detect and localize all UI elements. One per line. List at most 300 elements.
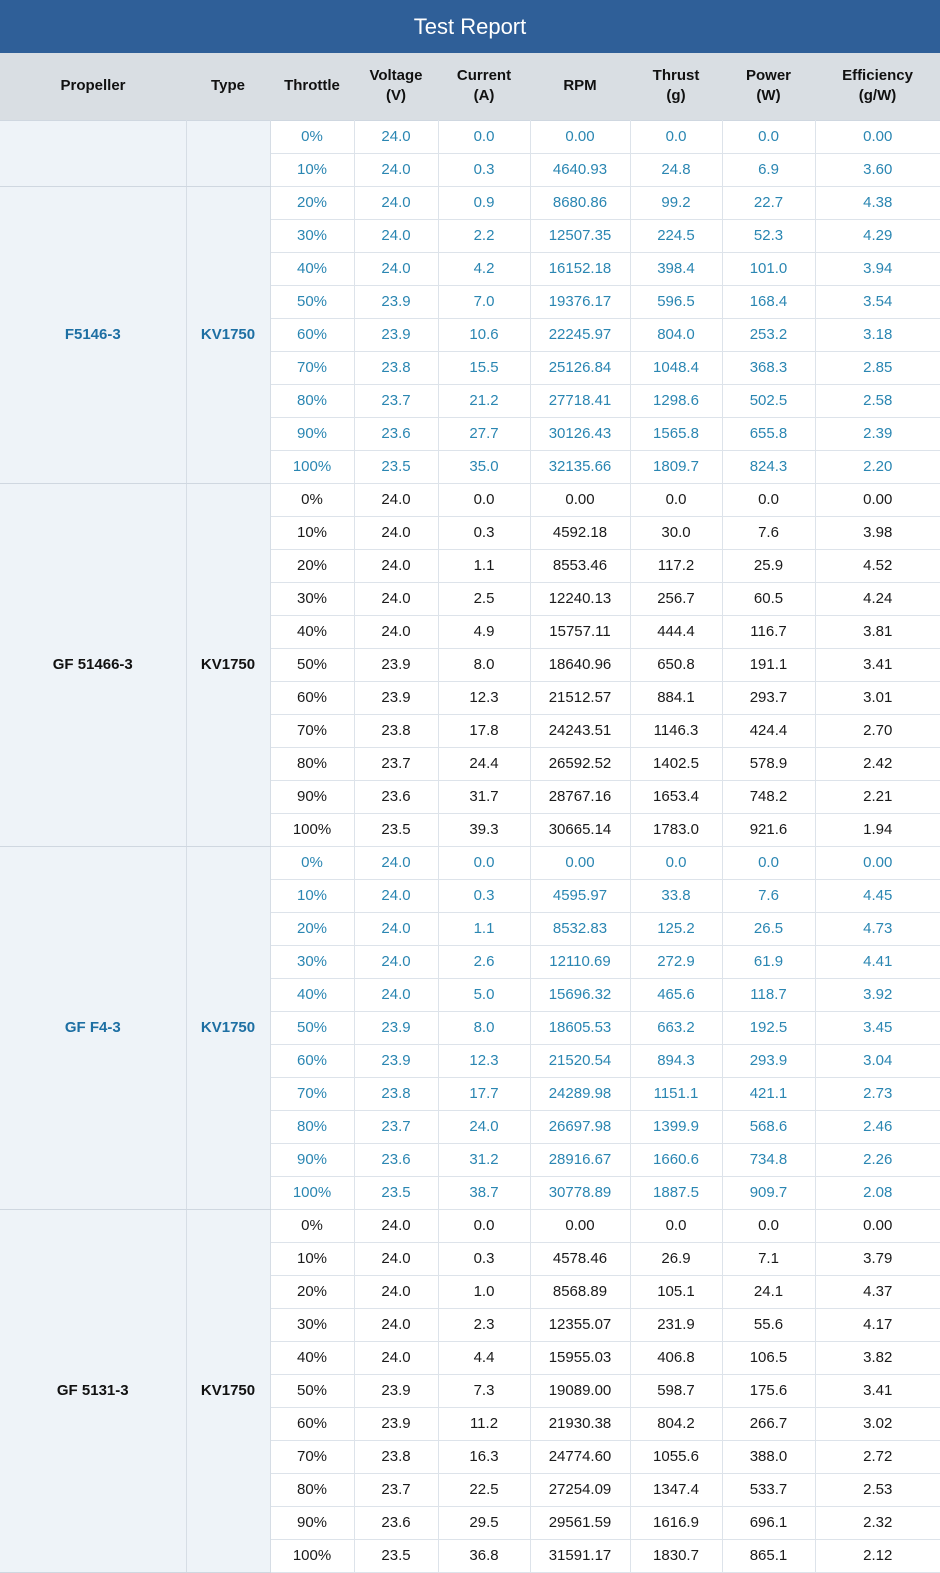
throttle-cell: 40% (270, 978, 354, 1011)
power-cell: 24.1 (722, 1275, 815, 1308)
voltage-cell: 24.0 (354, 912, 438, 945)
throttle-cell: 30% (270, 582, 354, 615)
power-cell: 6.9 (722, 153, 815, 186)
thrust-cell: 650.8 (630, 648, 722, 681)
power-cell: 266.7 (722, 1407, 815, 1440)
voltage-cell: 23.7 (354, 1473, 438, 1506)
thrust-cell: 117.2 (630, 549, 722, 582)
propeller-cell: GF 51466-3 (0, 483, 186, 846)
current-cell: 2.2 (438, 219, 530, 252)
throttle-cell: 90% (270, 417, 354, 450)
current-cell: 16.3 (438, 1440, 530, 1473)
voltage-cell: 24.0 (354, 549, 438, 582)
throttle-cell: 30% (270, 945, 354, 978)
type-cell: KV1750 (186, 186, 270, 483)
rpm-cell: 24774.60 (530, 1440, 630, 1473)
voltage-cell: 23.9 (354, 285, 438, 318)
power-cell: 696.1 (722, 1506, 815, 1539)
current-cell: 4.9 (438, 615, 530, 648)
voltage-cell: 24.0 (354, 516, 438, 549)
column-header-voltage: Voltage (V) (369, 67, 423, 105)
power-cell: 175.6 (722, 1374, 815, 1407)
throttle-cell: 100% (270, 813, 354, 846)
efficiency-cell: 2.42 (815, 747, 940, 780)
efficiency-cell: 4.24 (815, 582, 940, 615)
current-cell: 8.0 (438, 648, 530, 681)
throttle-cell: 100% (270, 1539, 354, 1572)
report-title: Test Report (413, 13, 527, 39)
rpm-cell: 21520.54 (530, 1044, 630, 1077)
voltage-cell: 24.0 (354, 483, 438, 516)
efficiency-cell: 3.01 (815, 681, 940, 714)
throttle-cell: 20% (270, 549, 354, 582)
rpm-cell: 18605.53 (530, 1011, 630, 1044)
rpm-cell: 8553.46 (530, 549, 630, 582)
rpm-cell: 0.00 (530, 1209, 630, 1242)
throttle-cell: 90% (270, 1506, 354, 1539)
efficiency-cell: 3.82 (815, 1341, 940, 1374)
throttle-cell: 10% (270, 516, 354, 549)
thrust-cell: 1653.4 (630, 780, 722, 813)
voltage-cell: 23.9 (354, 1407, 438, 1440)
propeller-cell: GF 5131-3 (0, 1209, 186, 1572)
power-cell: 25.9 (722, 549, 815, 582)
efficiency-cell: 2.85 (815, 351, 940, 384)
power-cell: 921.6 (722, 813, 815, 846)
efficiency-cell: 3.18 (815, 318, 940, 351)
current-cell: 0.9 (438, 186, 530, 219)
thrust-cell: 465.6 (630, 978, 722, 1011)
table-row (0, 483, 940, 516)
throttle-cell: 50% (270, 1374, 354, 1407)
rpm-cell: 12507.35 (530, 219, 630, 252)
rpm-cell: 24289.98 (530, 1077, 630, 1110)
current-cell: 0.0 (438, 1209, 530, 1242)
efficiency-cell: 2.32 (815, 1506, 940, 1539)
thrust-cell: 30.0 (630, 516, 722, 549)
power-cell: 421.1 (722, 1077, 815, 1110)
power-cell: 116.7 (722, 615, 815, 648)
efficiency-cell: 3.54 (815, 285, 940, 318)
type-cell (186, 120, 270, 186)
current-cell: 0.3 (438, 516, 530, 549)
thrust-cell: 1298.6 (630, 384, 722, 417)
rpm-cell: 8532.83 (530, 912, 630, 945)
throttle-cell: 60% (270, 1407, 354, 1440)
thrust-cell: 0.0 (630, 483, 722, 516)
current-cell: 0.3 (438, 1242, 530, 1275)
rpm-cell: 19376.17 (530, 285, 630, 318)
current-cell: 2.6 (438, 945, 530, 978)
voltage-cell: 23.7 (354, 384, 438, 417)
thrust-cell: 1887.5 (630, 1176, 722, 1209)
throttle-cell: 0% (270, 846, 354, 879)
rpm-cell: 25126.84 (530, 351, 630, 384)
thrust-cell: 1402.5 (630, 747, 722, 780)
throttle-cell: 70% (270, 1077, 354, 1110)
thrust-cell: 1146.3 (630, 714, 722, 747)
rpm-cell: 4595.97 (530, 879, 630, 912)
efficiency-cell: 4.45 (815, 879, 940, 912)
throttle-cell: 80% (270, 747, 354, 780)
rpm-cell: 15696.32 (530, 978, 630, 1011)
current-cell: 5.0 (438, 978, 530, 1011)
voltage-cell: 23.6 (354, 1143, 438, 1176)
thrust-cell: 231.9 (630, 1308, 722, 1341)
column-header-throttle: Throttle (284, 77, 340, 95)
rpm-cell: 4640.93 (530, 153, 630, 186)
efficiency-cell: 0.00 (815, 483, 940, 516)
voltage-cell: 23.5 (354, 450, 438, 483)
voltage-cell: 23.9 (354, 1374, 438, 1407)
voltage-cell: 24.0 (354, 1242, 438, 1275)
current-cell: 1.0 (438, 1275, 530, 1308)
efficiency-cell: 4.17 (815, 1308, 940, 1341)
efficiency-cell: 2.21 (815, 780, 940, 813)
rpm-cell: 22245.97 (530, 318, 630, 351)
rpm-cell: 30126.43 (530, 417, 630, 450)
voltage-cell: 24.0 (354, 846, 438, 879)
voltage-cell: 23.8 (354, 1077, 438, 1110)
current-cell: 21.2 (438, 384, 530, 417)
throttle-cell: 0% (270, 1209, 354, 1242)
report-title-bar (0, 0, 940, 53)
throttle-cell: 80% (270, 1110, 354, 1143)
power-cell: 106.5 (722, 1341, 815, 1374)
rpm-cell: 16152.18 (530, 252, 630, 285)
thrust-cell: 1616.9 (630, 1506, 722, 1539)
throttle-cell: 10% (270, 1242, 354, 1275)
thrust-cell: 1830.7 (630, 1539, 722, 1572)
thrust-cell: 0.0 (630, 846, 722, 879)
rpm-cell: 0.00 (530, 483, 630, 516)
voltage-cell: 23.5 (354, 813, 438, 846)
table-row (0, 846, 940, 879)
rpm-cell: 26592.52 (530, 747, 630, 780)
power-cell: 0.0 (722, 1209, 815, 1242)
voltage-cell: 23.7 (354, 1110, 438, 1143)
thrust-cell: 444.4 (630, 615, 722, 648)
efficiency-cell: 2.46 (815, 1110, 940, 1143)
test-report-table (0, 53, 940, 1573)
power-cell: 118.7 (722, 978, 815, 1011)
current-cell: 4.2 (438, 252, 530, 285)
efficiency-cell: 2.39 (815, 417, 940, 450)
power-cell: 191.1 (722, 648, 815, 681)
current-cell: 29.5 (438, 1506, 530, 1539)
current-cell: 17.8 (438, 714, 530, 747)
power-cell: 55.6 (722, 1308, 815, 1341)
thrust-cell: 1660.6 (630, 1143, 722, 1176)
propeller-cell: GF F4-3 (0, 846, 186, 1209)
rpm-cell: 28916.67 (530, 1143, 630, 1176)
current-cell: 12.3 (438, 1044, 530, 1077)
power-cell: 293.7 (722, 681, 815, 714)
efficiency-cell: 3.98 (815, 516, 940, 549)
column-header-type: Type (211, 77, 245, 95)
throttle-cell: 60% (270, 681, 354, 714)
power-cell: 0.0 (722, 483, 815, 516)
rpm-cell: 15757.11 (530, 615, 630, 648)
voltage-cell: 23.9 (354, 1044, 438, 1077)
propeller-cell: F5146-3 (0, 186, 186, 483)
throttle-cell: 90% (270, 780, 354, 813)
current-cell: 22.5 (438, 1473, 530, 1506)
voltage-cell: 24.0 (354, 1308, 438, 1341)
power-cell: 101.0 (722, 252, 815, 285)
voltage-cell: 23.8 (354, 714, 438, 747)
current-cell: 15.5 (438, 351, 530, 384)
efficiency-cell: 2.72 (815, 1440, 940, 1473)
header-row (0, 53, 940, 120)
voltage-cell: 23.5 (354, 1176, 438, 1209)
power-cell: 578.9 (722, 747, 815, 780)
voltage-cell: 24.0 (354, 879, 438, 912)
throttle-cell: 30% (270, 1308, 354, 1341)
voltage-cell: 23.8 (354, 351, 438, 384)
current-cell: 27.7 (438, 417, 530, 450)
rpm-cell: 12240.13 (530, 582, 630, 615)
current-cell: 0.0 (438, 846, 530, 879)
throttle-cell: 60% (270, 1044, 354, 1077)
current-cell: 12.3 (438, 681, 530, 714)
rpm-cell: 31591.17 (530, 1539, 630, 1572)
thrust-cell: 272.9 (630, 945, 722, 978)
efficiency-cell: 0.00 (815, 1209, 940, 1242)
throttle-cell: 80% (270, 1473, 354, 1506)
voltage-cell: 23.8 (354, 1440, 438, 1473)
throttle-cell: 50% (270, 1011, 354, 1044)
throttle-cell: 20% (270, 912, 354, 945)
power-cell: 192.5 (722, 1011, 815, 1044)
rpm-cell: 0.00 (530, 846, 630, 879)
table-body (0, 120, 940, 1572)
column-header-rpm: RPM (563, 77, 597, 95)
efficiency-cell: 4.37 (815, 1275, 940, 1308)
table-row (0, 120, 940, 153)
power-cell: 293.9 (722, 1044, 815, 1077)
efficiency-cell: 3.41 (815, 1374, 940, 1407)
efficiency-cell: 2.53 (815, 1473, 940, 1506)
voltage-cell: 23.7 (354, 747, 438, 780)
power-cell: 748.2 (722, 780, 815, 813)
thrust-cell: 406.8 (630, 1341, 722, 1374)
power-cell: 368.3 (722, 351, 815, 384)
throttle-cell: 30% (270, 219, 354, 252)
efficiency-cell: 2.26 (815, 1143, 940, 1176)
rpm-cell: 30665.14 (530, 813, 630, 846)
efficiency-cell: 0.00 (815, 846, 940, 879)
current-cell: 4.4 (438, 1341, 530, 1374)
rpm-cell: 29561.59 (530, 1506, 630, 1539)
thrust-cell: 256.7 (630, 582, 722, 615)
rpm-cell: 18640.96 (530, 648, 630, 681)
efficiency-cell: 2.58 (815, 384, 940, 417)
thrust-cell: 1151.1 (630, 1077, 722, 1110)
throttle-cell: 90% (270, 1143, 354, 1176)
rpm-cell: 8568.89 (530, 1275, 630, 1308)
throttle-cell: 70% (270, 714, 354, 747)
rpm-cell: 4592.18 (530, 516, 630, 549)
efficiency-cell: 2.73 (815, 1077, 940, 1110)
rpm-cell: 21930.38 (530, 1407, 630, 1440)
thrust-cell: 1048.4 (630, 351, 722, 384)
voltage-cell: 23.5 (354, 1539, 438, 1572)
efficiency-cell: 0.00 (815, 120, 940, 153)
rpm-cell: 15955.03 (530, 1341, 630, 1374)
efficiency-cell: 3.79 (815, 1242, 940, 1275)
current-cell: 0.3 (438, 879, 530, 912)
rpm-cell: 4578.46 (530, 1242, 630, 1275)
rpm-cell: 21512.57 (530, 681, 630, 714)
power-cell: 26.5 (722, 912, 815, 945)
throttle-cell: 70% (270, 1440, 354, 1473)
power-cell: 61.9 (722, 945, 815, 978)
thrust-cell: 1783.0 (630, 813, 722, 846)
table-header (0, 53, 940, 120)
current-cell: 17.7 (438, 1077, 530, 1110)
power-cell: 0.0 (722, 120, 815, 153)
efficiency-cell: 2.20 (815, 450, 940, 483)
current-cell: 36.8 (438, 1539, 530, 1572)
efficiency-cell: 1.94 (815, 813, 940, 846)
throttle-cell: 40% (270, 1341, 354, 1374)
power-cell: 7.6 (722, 879, 815, 912)
voltage-cell: 24.0 (354, 120, 438, 153)
thrust-cell: 125.2 (630, 912, 722, 945)
rpm-cell: 32135.66 (530, 450, 630, 483)
voltage-cell: 24.0 (354, 615, 438, 648)
power-cell: 824.3 (722, 450, 815, 483)
voltage-cell: 23.6 (354, 780, 438, 813)
column-header-current: Current (A) (456, 67, 512, 105)
current-cell: 35.0 (438, 450, 530, 483)
type-cell: KV1750 (186, 483, 270, 846)
current-cell: 0.3 (438, 153, 530, 186)
thrust-cell: 1347.4 (630, 1473, 722, 1506)
current-cell: 31.2 (438, 1143, 530, 1176)
thrust-cell: 224.5 (630, 219, 722, 252)
thrust-cell: 598.7 (630, 1374, 722, 1407)
voltage-cell: 24.0 (354, 978, 438, 1011)
thrust-cell: 24.8 (630, 153, 722, 186)
propeller-cell (0, 120, 186, 186)
rpm-cell: 0.00 (530, 120, 630, 153)
current-cell: 8.0 (438, 1011, 530, 1044)
efficiency-cell: 3.45 (815, 1011, 940, 1044)
power-cell: 52.3 (722, 219, 815, 252)
thrust-cell: 1399.9 (630, 1110, 722, 1143)
thrust-cell: 804.2 (630, 1407, 722, 1440)
efficiency-cell: 3.81 (815, 615, 940, 648)
column-header-power: Power (W) (745, 67, 791, 105)
throttle-cell: 10% (270, 879, 354, 912)
efficiency-cell: 2.08 (815, 1176, 940, 1209)
power-cell: 0.0 (722, 846, 815, 879)
power-cell: 7.6 (722, 516, 815, 549)
voltage-cell: 24.0 (354, 219, 438, 252)
efficiency-cell: 3.94 (815, 252, 940, 285)
power-cell: 168.4 (722, 285, 815, 318)
current-cell: 24.0 (438, 1110, 530, 1143)
thrust-cell: 804.0 (630, 318, 722, 351)
thrust-cell: 596.5 (630, 285, 722, 318)
rpm-cell: 28767.16 (530, 780, 630, 813)
efficiency-cell: 3.41 (815, 648, 940, 681)
throttle-cell: 70% (270, 351, 354, 384)
rpm-cell: 24243.51 (530, 714, 630, 747)
efficiency-cell: 4.41 (815, 945, 940, 978)
efficiency-cell: 4.52 (815, 549, 940, 582)
rpm-cell: 27718.41 (530, 384, 630, 417)
throttle-cell: 100% (270, 450, 354, 483)
power-cell: 502.5 (722, 384, 815, 417)
thrust-cell: 894.3 (630, 1044, 722, 1077)
current-cell: 0.0 (438, 483, 530, 516)
column-header-efficiency: Efficiency (g/W) (842, 67, 913, 105)
power-cell: 533.7 (722, 1473, 815, 1506)
voltage-cell: 23.9 (354, 318, 438, 351)
voltage-cell: 24.0 (354, 945, 438, 978)
rpm-cell: 26697.98 (530, 1110, 630, 1143)
voltage-cell: 24.0 (354, 1209, 438, 1242)
current-cell: 2.5 (438, 582, 530, 615)
current-cell: 11.2 (438, 1407, 530, 1440)
current-cell: 31.7 (438, 780, 530, 813)
efficiency-cell: 3.92 (815, 978, 940, 1011)
rpm-cell: 12355.07 (530, 1308, 630, 1341)
type-cell: KV1750 (186, 846, 270, 1209)
power-cell: 865.1 (722, 1539, 815, 1572)
rpm-cell: 27254.09 (530, 1473, 630, 1506)
voltage-cell: 23.9 (354, 1011, 438, 1044)
rpm-cell: 19089.00 (530, 1374, 630, 1407)
rpm-cell: 8680.86 (530, 186, 630, 219)
throttle-cell: 0% (270, 120, 354, 153)
current-cell: 0.0 (438, 120, 530, 153)
efficiency-cell: 2.70 (815, 714, 940, 747)
rpm-cell: 30778.89 (530, 1176, 630, 1209)
thrust-cell: 398.4 (630, 252, 722, 285)
thrust-cell: 33.8 (630, 879, 722, 912)
current-cell: 1.1 (438, 912, 530, 945)
type-cell: KV1750 (186, 1209, 270, 1572)
power-cell: 253.2 (722, 318, 815, 351)
efficiency-cell: 4.38 (815, 186, 940, 219)
efficiency-cell: 4.73 (815, 912, 940, 945)
table-row (0, 186, 940, 219)
thrust-cell: 0.0 (630, 1209, 722, 1242)
thrust-cell: 663.2 (630, 1011, 722, 1044)
column-header-thrust: Thrust (g) (652, 67, 700, 105)
thrust-cell: 26.9 (630, 1242, 722, 1275)
rpm-cell: 12110.69 (530, 945, 630, 978)
power-cell: 655.8 (722, 417, 815, 450)
voltage-cell: 23.9 (354, 648, 438, 681)
thrust-cell: 105.1 (630, 1275, 722, 1308)
efficiency-cell: 3.04 (815, 1044, 940, 1077)
thrust-cell: 884.1 (630, 681, 722, 714)
throttle-cell: 50% (270, 285, 354, 318)
current-cell: 38.7 (438, 1176, 530, 1209)
throttle-cell: 60% (270, 318, 354, 351)
power-cell: 909.7 (722, 1176, 815, 1209)
current-cell: 1.1 (438, 549, 530, 582)
voltage-cell: 24.0 (354, 153, 438, 186)
current-cell: 2.3 (438, 1308, 530, 1341)
throttle-cell: 20% (270, 1275, 354, 1308)
current-cell: 39.3 (438, 813, 530, 846)
